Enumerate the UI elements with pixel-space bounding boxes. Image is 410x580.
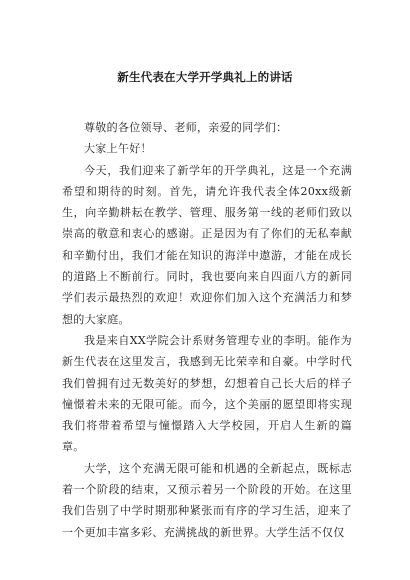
document-title: 新生代表在大学开学典礼上的讲话 bbox=[117, 70, 293, 84]
salutation: 尊敬的各位领导、老师，亲爱的同学们： bbox=[84, 121, 288, 134]
paragraph: 大学，这个充满无限可能和机遇的全新起点，既标志着一个阶段的结束，又预示着另一个阶段的开始。在这里我们告别了中学时期那种紧张而有序的学习生活，迎来了一个更加丰富多彩、充满挑战的新世界。大学生活不仅仅 bbox=[62, 461, 352, 539]
document-body bbox=[62, 117, 352, 543]
paragraph: 我是来自XX学院会计系财务管理专业的李明。能作为新生代表在这里发言，我感到无比荣幸和自豪。中学时代我们曾拥有过无数美好的梦想，幻想着自己长大后的样子憧憬着未来的无限可能。而今，这个美丽的愿望即将实现我们将带着希望与憧憬踏入大学校园，开启人生新的篇章。 bbox=[62, 333, 352, 454]
greeting: 大家上午好！ bbox=[84, 142, 152, 156]
paragraph: 今天，我们迎来了新学年的开学典礼，这是一个充满希望和期待的时刻。首先，请允许我代表全体20xx级新生，向辛勤耕耘在教学、管理、服务第一线的老师们致以崇高的敬意和衷心的感谢。正是因为有了你们的无私奉献和辛勤付出，我们才能在知识的海洋中遨游，才能在成长的道路上不断前行。同时，我也要向来自四面八方的新同学们表示最热烈的欢迎！欢迎你们加入这个充满活力和梦想的大家庭。 bbox=[62, 163, 352, 326]
